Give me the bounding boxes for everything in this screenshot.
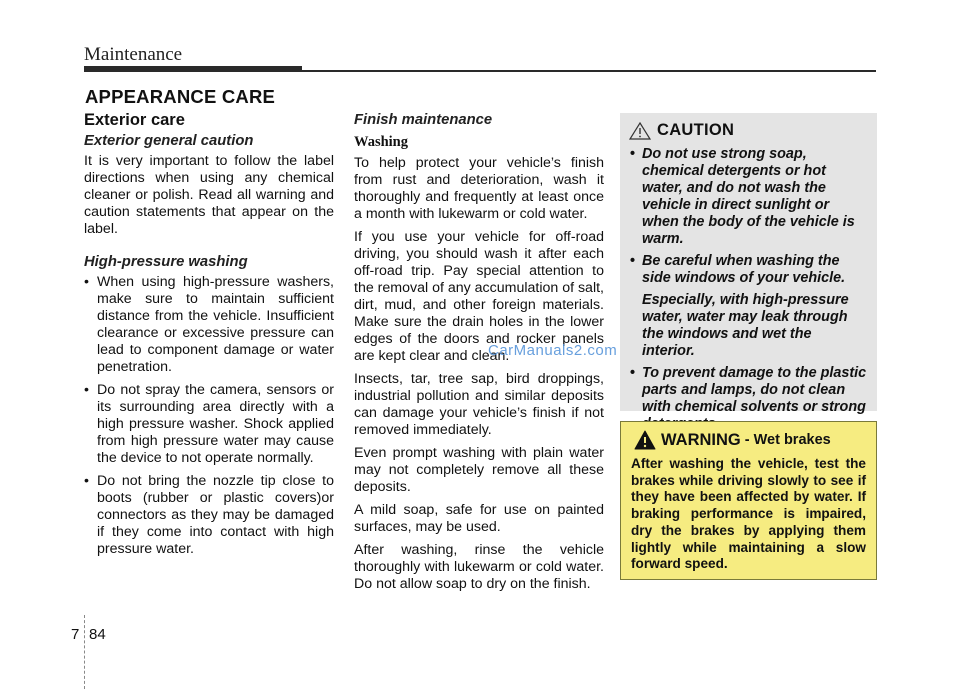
- high-pressure-list: [84, 274, 334, 558]
- page-number: 84: [89, 626, 106, 643]
- list-item: [630, 146, 867, 248]
- paragraph: To help protect your vehicle’s finish from rust and deterioration, wash it thoroughly and frequently at least once a month with lukewarm or cold water.: [354, 155, 604, 222]
- caution-box: [620, 113, 877, 415]
- warning-box: [620, 421, 877, 580]
- warning-header: [634, 430, 866, 450]
- caution-list: [630, 146, 867, 433]
- list-item: [630, 253, 867, 360]
- paragraph: A mild soap, safe for use on painted surfaces, may be used.: [354, 502, 604, 535]
- warning-triangle-icon: [634, 430, 656, 450]
- caution-item-text: Be careful when washing the side windows of your vehicle.: [642, 253, 846, 286]
- warning-triangle-icon: [629, 122, 651, 140]
- list-item: • Do not spray the camera, sensors or its surrounding area directly with a high pressure washer. Shock applied from high pressure water may cause the device to not operate normally.: [84, 382, 334, 467]
- chapter-number: 7: [71, 626, 80, 643]
- paragraph: If you use your vehicle for off-road driving, you should wash it after each off-road trip. Pay special attention to the removal of any accumulation of salt, dirt, mud, and other foreign materials. Make sure the drain holes in the lower edges of the doors and rocker panels are kept clear and clean.: [354, 229, 604, 364]
- warning-title: WARNING: [661, 430, 741, 449]
- caution-title: CAUTION: [657, 121, 735, 139]
- washing-heading: Washing: [354, 134, 408, 150]
- finish-maintenance-heading: Finish maintenance: [354, 112, 493, 128]
- high-pressure-heading: High-pressure washing: [84, 254, 248, 270]
- caution-item-text: To prevent damage to the plastic parts and lamps, do not clean with chemical solvents or strong: [642, 365, 867, 415]
- general-caution-text: It is very important to follow the label directions when using any chemical cleaner or polish. Read all warning and caution statements that appear on the label.: [84, 153, 334, 237]
- exterior-care-heading: Exterior care: [84, 111, 185, 129]
- paragraph: After washing, rinse the vehicle thoroughly with lukewarm or cold water. Do not allow soap to dry on the finish.: [354, 542, 604, 592]
- caution-header: [629, 121, 867, 140]
- footer-divider: [84, 615, 85, 689]
- paragraph: Insects, tar, tree sap, bird droppings, industrial pollution and similar deposits can damage your vehicle’s finish if not removed immediately.: [354, 371, 604, 438]
- caution-item-extra: Especially, with high-pressure water, water may leak through the windows and wet the interior.: [642, 292, 849, 359]
- general-caution-heading: Exterior general caution: [84, 133, 254, 149]
- column-left: [84, 110, 334, 564]
- warning-text: After washing the vehicle, test the brakes while driving slowly to see if they have been affected by water. If braking performance is impaired, dry the brakes by applying them lightly while maintaining a slow forward speed.: [631, 456, 866, 572]
- caution-item-text: Do not use strong soap, chemical detergents or hot water, and do not wash the vehicle in direct sunlight or when the body of the vehicle is warm.: [642, 146, 855, 247]
- header-bar: [84, 66, 302, 72]
- list-item: • Do not bring the nozzle tip close to boots (rubber or plastic covers)or connectors as they may be damaged if they come into contact with high pressure water.: [84, 473, 334, 558]
- section-title: APPEARANCE CARE: [85, 86, 276, 107]
- paragraph: Even prompt washing with plain water may not completely remove all these deposits.: [354, 445, 604, 495]
- header-title: Maintenance: [84, 44, 183, 65]
- header-rule: [302, 70, 876, 72]
- watermark: CarManuals2.com: [488, 342, 618, 359]
- list-item: • When using high-pressure washers, make sure to maintain sufficient distance from the vehicle. Insufficient clearance or excessive pressure can lead to component damage or water penetration.: [84, 274, 334, 376]
- warning-subtitle: - Wet brakes: [744, 432, 831, 448]
